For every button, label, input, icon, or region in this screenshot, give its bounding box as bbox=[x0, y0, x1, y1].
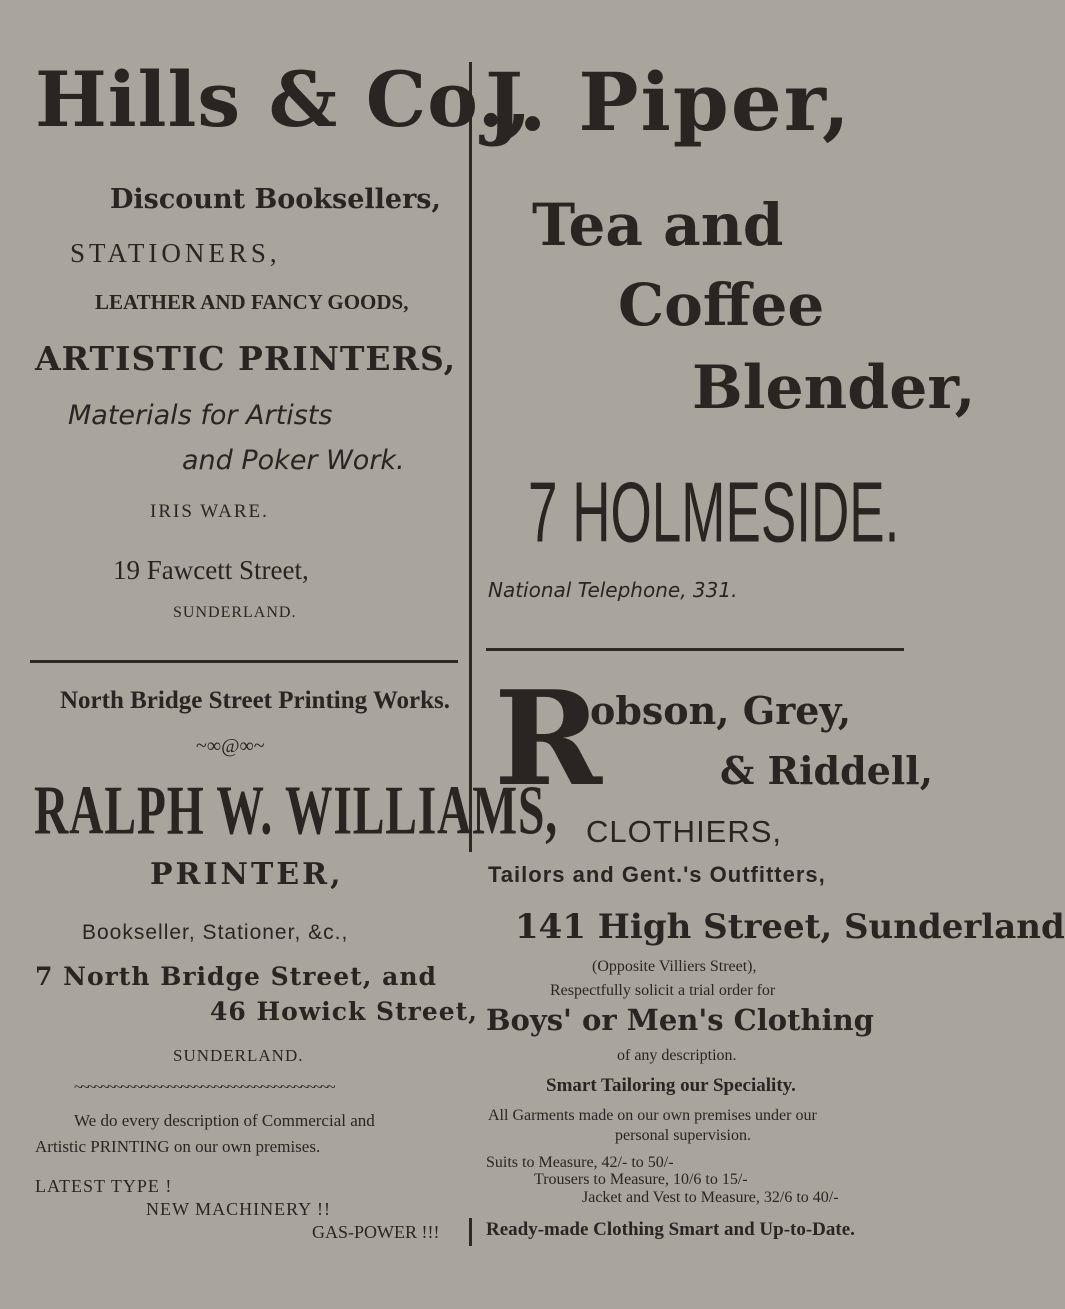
right-section-rule bbox=[486, 648, 904, 651]
robson-name-line-2: & Riddell, bbox=[720, 748, 933, 793]
robson-garments-1: All Garments made on our own premises under our bbox=[488, 1107, 817, 1124]
piper-company-name: J. Piper, bbox=[485, 55, 852, 149]
williams-description-1: We do every description of Commercial and bbox=[74, 1111, 375, 1130]
hills-leather-goods: LEATHER AND FANCY GOODS, bbox=[95, 290, 409, 314]
robson-ready-made: Ready-made Clothing Smart and Up-to-Date. bbox=[486, 1219, 855, 1240]
williams-bookseller: Bookseller, Stationer, &c., bbox=[82, 921, 349, 944]
williams-address-1: 7 North Bridge Street, and bbox=[35, 962, 437, 991]
robson-opposite: (Opposite Villiers Street), bbox=[592, 958, 757, 975]
williams-description-2: Artistic PRINTING on our own premises. bbox=[35, 1137, 321, 1156]
williams-latest-type: LATEST TYPE ! bbox=[35, 1176, 173, 1196]
williams-works-name: North Bridge Street Printing Works. bbox=[60, 687, 451, 714]
hills-company-name: Hills & Co., bbox=[35, 55, 533, 144]
robson-address: 141 High Street, Sunderland bbox=[515, 907, 1065, 947]
robson-tailors: Tailors and Gent.'s Outfitters, bbox=[488, 862, 826, 887]
robson-name-line-1: obson, Grey, bbox=[590, 688, 852, 733]
hills-town: SUNDERLAND. bbox=[173, 604, 297, 621]
flourish-ornament: ~∞@∞~ bbox=[196, 735, 265, 757]
robson-speciality: Smart Tailoring our Speciality. bbox=[546, 1075, 796, 1096]
robson-boys-clothing: Boys' or Men's Clothing bbox=[486, 1003, 874, 1037]
robson-garments-2: personal supervision. bbox=[615, 1127, 751, 1144]
robson-trousers-price: Trousers to Measure, 10/6 to 15/- bbox=[534, 1171, 748, 1188]
column-divider-bottom bbox=[469, 1218, 472, 1246]
column-divider-top bbox=[469, 62, 472, 852]
robson-initial: R bbox=[494, 662, 603, 815]
williams-town: SUNDERLAND. bbox=[173, 1046, 304, 1065]
left-section-rule bbox=[30, 660, 458, 663]
williams-printer: PRINTER, bbox=[150, 857, 344, 892]
piper-tea-line: Tea and bbox=[532, 191, 784, 259]
williams-new-machinery: NEW MACHINERY !! bbox=[146, 1199, 331, 1219]
piper-telephone: National Telephone, 331. bbox=[488, 578, 738, 602]
hills-iris-ware: IRIS WARE. bbox=[150, 501, 269, 522]
hills-discount-booksellers: Discount Booksellers, bbox=[110, 184, 441, 215]
hills-address: 19 Fawcett Street, bbox=[113, 555, 309, 585]
hills-poker-work-line: and Poker Work. bbox=[182, 445, 405, 476]
hills-artistic-printers: ARTISTIC PRINTERS, bbox=[35, 339, 457, 378]
williams-name-text: RALPH W. WILLIAMS, bbox=[34, 771, 558, 850]
robson-suits-price: Suits to Measure, 42/- to 50/- bbox=[486, 1154, 674, 1171]
piper-blender-line: Blender, bbox=[692, 353, 976, 423]
robson-clothiers: CLOTHIERS, bbox=[586, 814, 783, 849]
wavy-rule: ~~~~~~~~~~~~~~~~~~~~~~~~~~~~~~~~~~~~~~~ bbox=[74, 1079, 334, 1096]
piper-address-text: 7 HOLMESIDE. bbox=[528, 465, 900, 560]
robson-jacket-price: Jacket and Vest to Measure, 32/6 to 40/- bbox=[582, 1189, 839, 1206]
robson-description: of any description. bbox=[617, 1047, 737, 1064]
hills-materials-line: Materials for Artists bbox=[68, 400, 333, 431]
williams-address-2: 46 Howick Street, bbox=[210, 997, 478, 1026]
piper-address bbox=[528, 465, 1004, 560]
piper-coffee-line: Coffee bbox=[618, 271, 825, 339]
robson-respectfully: Respectfully solicit a trial order for bbox=[550, 982, 776, 999]
williams-gas-power: GAS-POWER !!! bbox=[312, 1222, 440, 1242]
hills-stationers: STATIONERS, bbox=[70, 238, 281, 268]
